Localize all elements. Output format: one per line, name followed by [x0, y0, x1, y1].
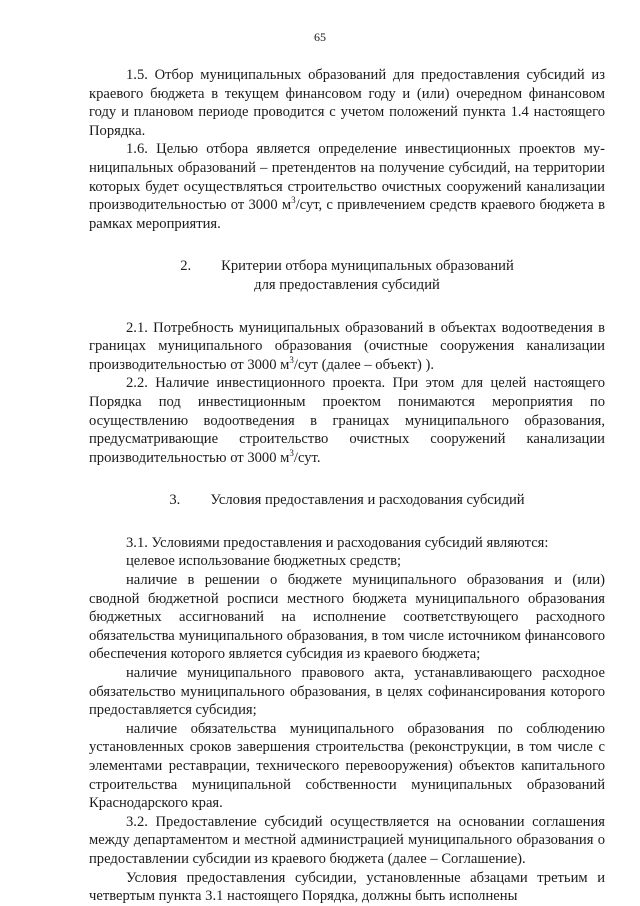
- section-2-number: 2.: [180, 258, 192, 275]
- paragraph-3-1-item-4: наличие обязательства муниципального образования по соблюдению установленных сроков завершения строительства (реконструкции, в том числе с элементами реставрации, технического перевооружения) объектов капитального строительства муниципальной собственности муниципальных образований Краснодарского края.: [89, 720, 605, 812]
- paragraph-conditions: Условия предоставления субсидии, установленные абзацами третьим и четвертым пункта 3.1 настоящего Порядка, должны быть исполнены: [89, 869, 605, 905]
- page-number: 65: [314, 30, 326, 44]
- section-3-title: Условия предоставления и расходования субсидий: [210, 492, 525, 509]
- paragraph-3-2: 3.2. Предоставление субсидий осуществляется на основании соглашения между департаментом и местной администрацией муниципального образования о предоставлении субсидии из краевого бюджета (далее – Соглашение).: [89, 813, 605, 867]
- paragraph-3-1-item-2: наличие в решении о бюджете муниципального образования и (или) сводной бюджетной росписи местного бюджета муниципального образования бюджетных ассигнований на исполнение соответствующего расходного обязательства муниципального образования, в том числе источником финансового обеспечения которого является субсидия из краевого бюджета;: [89, 572, 605, 663]
- paragraph-2-2: 2.2. Наличие инвестиционного проекта. При этом для целей настоящего Порядка под инвестиционным проектом понимаются мероприятия по осуществлению водоотведения в границах муниципального образования, предусматривающие строительство очистных сооружений канализации производительностью от 3000 $м^3$/сут.: [89, 375, 605, 466]
- paragraph-3-1: 3.1. Условиями предоставления и расходования субсидий являются:: [126, 534, 549, 551]
- section-2-title-line1: Критерии отбора муниципальных образований: [221, 258, 514, 275]
- paragraph-3-1-item-1: целевое использование бюджетных средств;: [126, 553, 402, 570]
- paragraph-2-1: 2.1. Потребность муниципальных образований в объектах водоотведения в границах муниципального образования (очистные сооружения канализации производительностью от 3000 $м^3$/сут (далее – объект) ).: [89, 319, 605, 373]
- paragraph-1-6: 1.6. Целью отбора является определение инвестиционных проектов муниципальных образований – претендентов на получение субсидий, на территории которых будет осуществляться строительство очистных сооружений канализации производительностью от 3000 $м^3$/сут, с привлечением средств краевого бюджета в рамках мероприятия.: [89, 141, 605, 232]
- section-2-title-line2: для предоставления субсидий: [254, 276, 440, 293]
- paragraph-3-1-item-3: наличие муниципального правового акта, устанавливающего расходное обязательство муниципального образования, в целях софинансирования которого предоставляется субсидия;: [89, 665, 605, 719]
- paragraph-1-5: 1.5. Отбор муниципальных образований для предоставления субсидий из краевого бюджета в текущем финансовом году и (или) очередном финансовом году и плановом периоде проводится с учетом положений пункта 1.4 настоящего Порядка.: [89, 67, 605, 139]
- document-body: [89, 66, 605, 906]
- section-3-heading: [89, 491, 605, 510]
- section-2-heading: [89, 257, 605, 294]
- section-3-number: 3.: [169, 492, 181, 509]
